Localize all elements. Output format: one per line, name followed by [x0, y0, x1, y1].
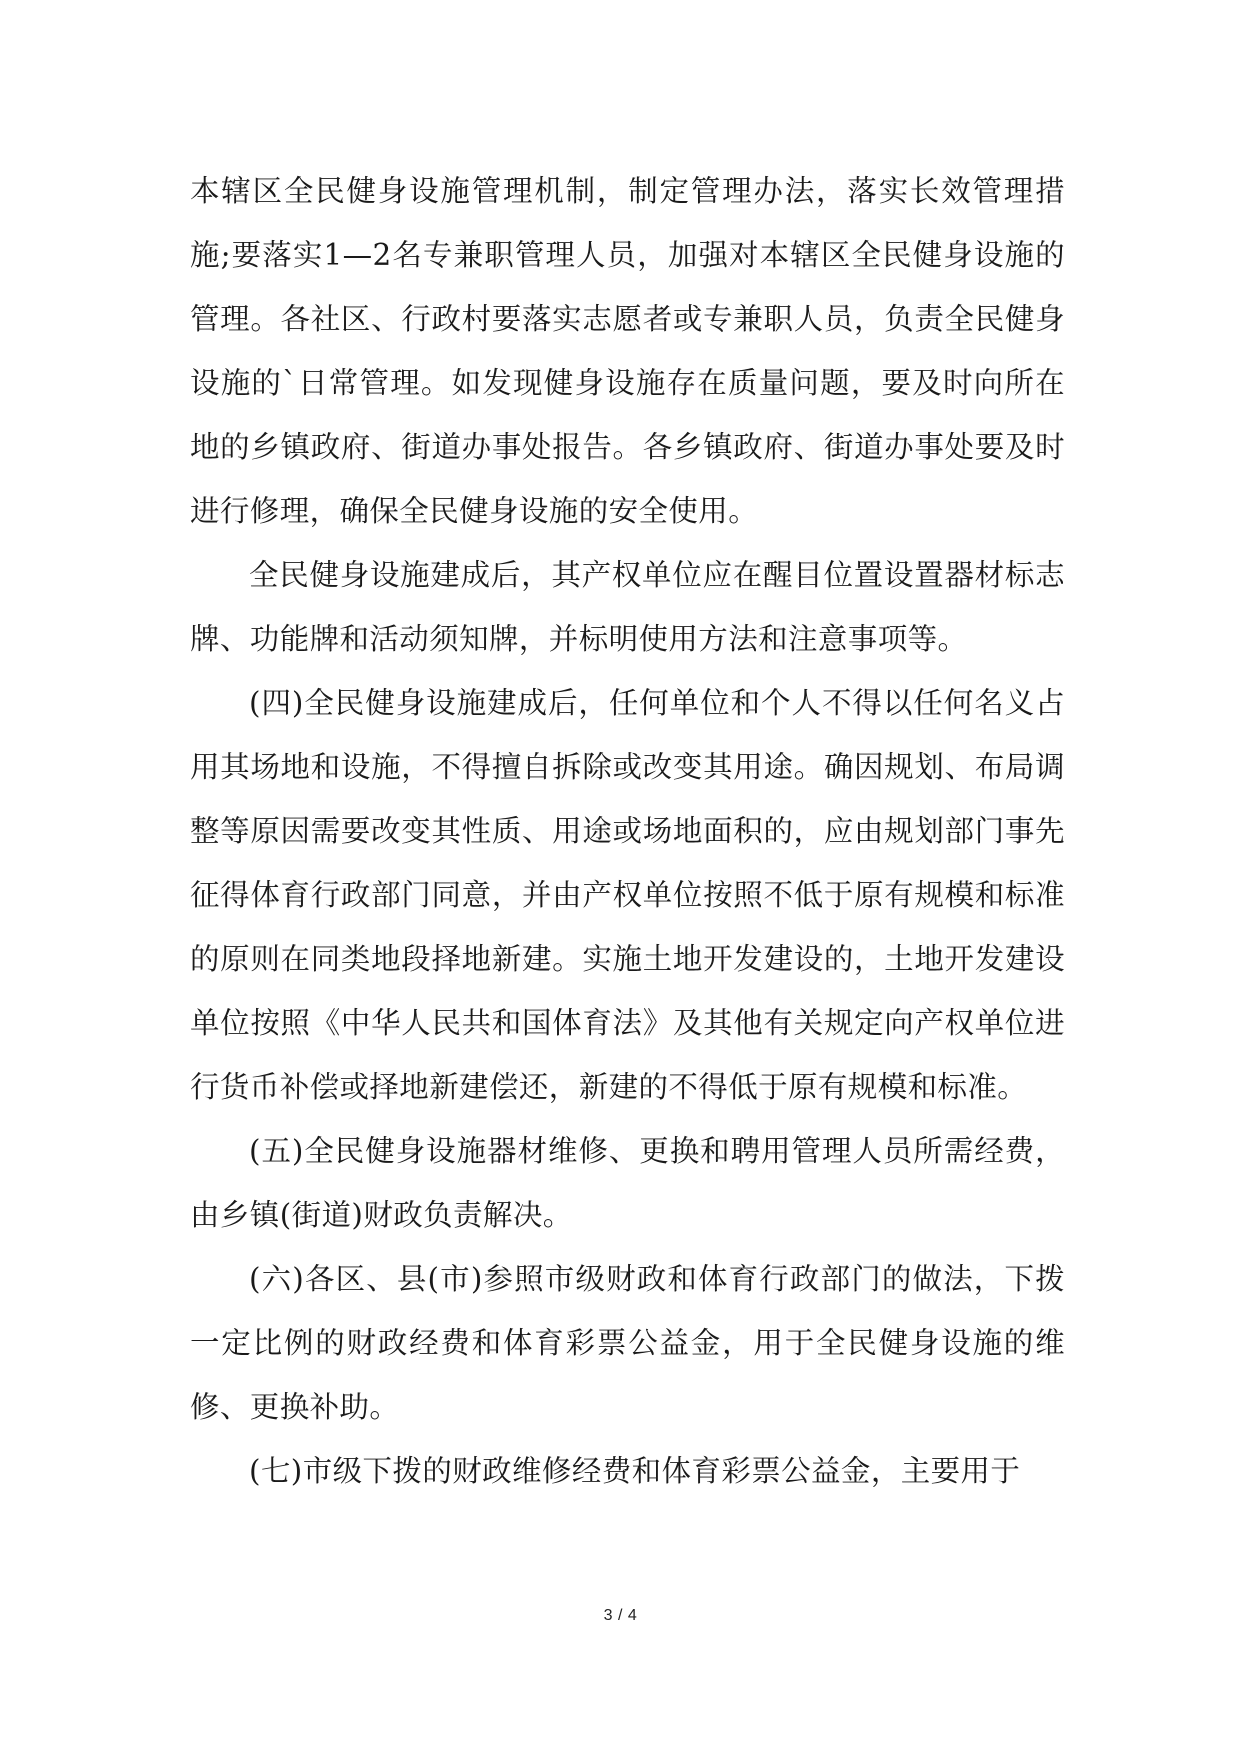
document-body: [190, 159, 1065, 1503]
paragraph-5: (六)各区、县(市)参照市级财政和体育行政部门的做法，下拨一定比例的财政经费和体育彩票公益金，用于全民健身设施的维修、更换补助。: [190, 1262, 1065, 1424]
paragraph-3: (四)全民健身设施建成后，任何单位和个人不得以任何名义占用其场地和设施，不得擅自拆除或改变其用途。确因规划、布局调整等原因需要改变其性质、用途或场地面积的，应由规划部门事先征得体育行政部门同意，并由产权单位按照不低于原有规模和标准的原则在同类地段择地新建。实施土地开发建设的，土地开发建设单位按照《中华人民共和国体育法》及其他有关规定向产权单位进行货币补偿或择地新建偿还，新建的不得低于原有规模和标准。: [190, 686, 1065, 1104]
paragraph-6: (七)市级下拨的财政维修经费和体育彩票公益金，主要用于: [249, 1454, 1021, 1488]
paragraph-2: 全民健身设施建成后，其产权单位应在醒目位置设置器材标志牌、功能牌和活动须知牌，并标明使用方法和注意事项等。: [190, 558, 1065, 656]
page-number: 3 / 4: [603, 1607, 638, 1624]
paragraph-1: 本辖区全民健身设施管理机制，制定管理办法，落实长效管理措施;要落实1—2名专兼职管理人员，加强对本辖区全民健身设施的管理。各社区、行政村要落实志愿者或专兼职人员，负责全民健身设施的`日常管理。如发现健身设施存在质量问题，要及时向所在地的乡镇政府、街道办事处报告。各乡镇政府、街道办事处要及时进行修理，确保全民健身设施的安全使用。: [190, 174, 1065, 528]
paragraph-4: (五)全民健身设施器材维修、更换和聘用管理人员所需经费，由乡镇(街道)财政负责解决。: [190, 1134, 1065, 1232]
